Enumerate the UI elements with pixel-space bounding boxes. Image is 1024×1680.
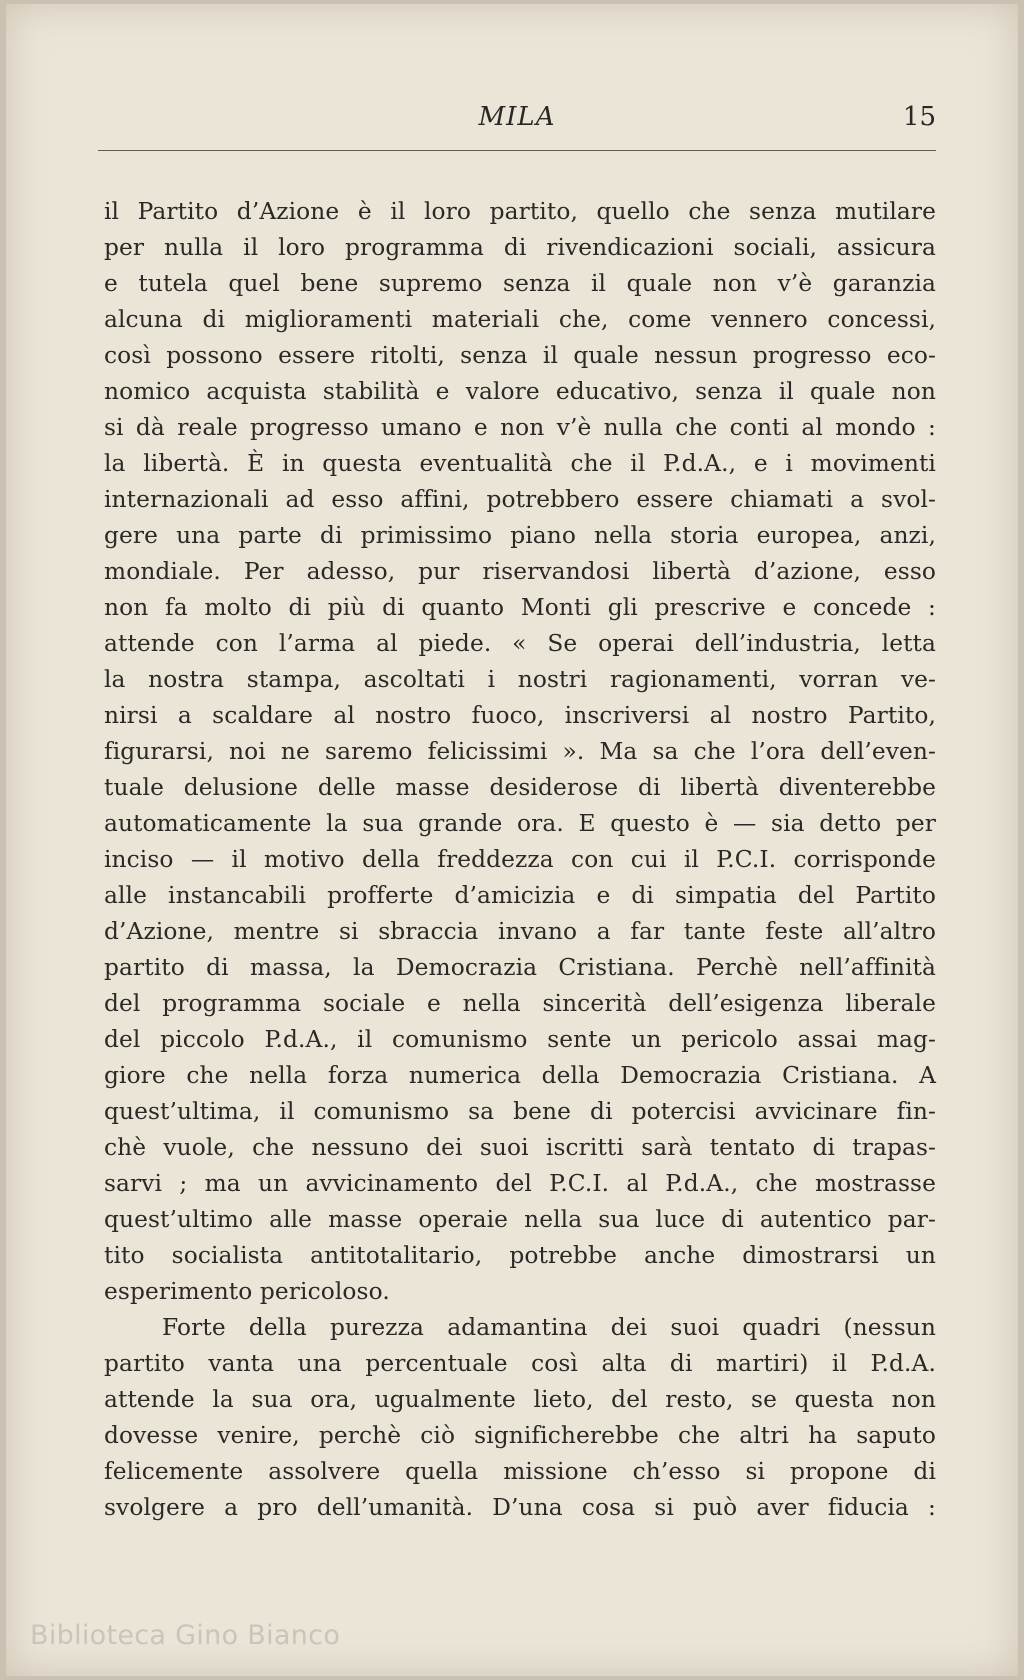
text-line: nomico acquista stabilità e valore educativo, senza il quale non [104, 378, 936, 405]
text-line: non fa molto di più di quanto Monti gli prescrive e concede : [104, 594, 936, 621]
page-number: 15 [902, 102, 936, 132]
text-line: per nulla il loro programma di rivendicazioni sociali, assicura [104, 234, 936, 261]
text-line: internazionali ad esso affini, potrebbero essere chiamati a svol- [104, 486, 936, 513]
text-line: quest’ultima, il comunismo sa bene di potercisi avvicinare fin- [104, 1098, 936, 1125]
book-page [6, 4, 1018, 1676]
text-line: giore che nella forza numerica della Democrazia Cristiana. A [104, 1062, 936, 1089]
text-line: partito di massa, la Democrazia Cristiana. Perchè nell’affinità [104, 954, 936, 981]
text-line: sarvi ; ma un avvicinamento del P.C.I. al P.d.A., che mostrasse [104, 1170, 936, 1197]
text-line: chè vuole, che nessuno dei suoi iscritti sarà tentato di trapas- [104, 1134, 936, 1161]
text-line: alle instancabili profferte d’amicizia e di simpatia del Partito [104, 882, 936, 909]
body-text [104, 194, 936, 1526]
text-line: gere una parte di primissimo piano nella storia europea, anzi, [104, 522, 936, 549]
paragraph-end-line: esperimento pericoloso. [104, 1278, 390, 1305]
text-line: d’Azione, mentre si sbraccia invano a far tante feste all’altro [104, 918, 936, 945]
text-line: figurarsi, noi ne saremo felicissimi ». Ma sa che l’ora dell’even- [104, 738, 936, 765]
text-line: attende la sua ora, ugualmente lieto, del resto, se questa non [104, 1386, 936, 1413]
text-line: felicemente assolvere quella missione ch’esso si propone di [104, 1458, 936, 1485]
text-line: si dà reale progresso umano e non v’è nulla che conti al mondo : [104, 414, 936, 441]
library-watermark: Biblioteca Gino Bianco [30, 1620, 341, 1651]
running-head [98, 102, 936, 142]
text-line: attende con l’arma al piede. « Se operai dell’industria, letta [104, 630, 936, 657]
text-line: svolgere a pro dell’umanità. D’una cosa si può aver fiducia : [104, 1494, 936, 1521]
text-line: inciso — il motivo della freddezza con cui il P.C.I. corrisponde [104, 846, 936, 873]
text-line: e tutela quel bene supremo senza il quale non v’è garanzia [104, 270, 936, 297]
text-line: del piccolo P.d.A., il comunismo sente un pericolo assai mag- [104, 1026, 936, 1053]
text-line: automaticamente la sua grande ora. E questo è — sia detto per [104, 810, 936, 837]
text-line: alcuna di miglioramenti materiali che, come vennero concessi, [104, 306, 936, 333]
text-line: tuale delusione delle masse desiderose di libertà diventerebbe [104, 774, 936, 801]
text-line: la nostra stampa, ascoltati i nostri ragionamenti, vorran ve- [104, 666, 936, 693]
running-title: MILA [478, 102, 556, 132]
text-line: del programma sociale e nella sincerità dell’esigenza liberale [104, 990, 936, 1017]
header-rule [98, 150, 936, 151]
text-line: la libertà. È in questa eventualità che il P.d.A., e i movimenti [104, 450, 936, 477]
text-line: partito vanta una percentuale così alta di martiri) il P.d.A. [104, 1350, 936, 1377]
text-line: tito socialista antitotalitario, potrebbe anche dimostrarsi un [104, 1242, 936, 1269]
text-line: mondiale. Per adesso, pur riservandosi libertà d’azione, esso [104, 558, 936, 585]
text-line: quest’ultimo alle masse operaie nella sua luce di autentico par- [104, 1206, 936, 1233]
text-line: così possono essere ritolti, senza il quale nessun progresso eco- [104, 342, 936, 369]
text-line: nirsi a scaldare al nostro fuoco, inscriversi al nostro Partito, [104, 702, 936, 729]
text-line: il Partito d’Azione è il loro partito, quello che senza mutilare [104, 198, 936, 225]
text-line: dovesse venire, perchè ciò significherebbe che altri ha saputo [104, 1422, 936, 1449]
paragraph-start-line: Forte della purezza adamantina dei suoi quadri (nessun [162, 1314, 936, 1341]
